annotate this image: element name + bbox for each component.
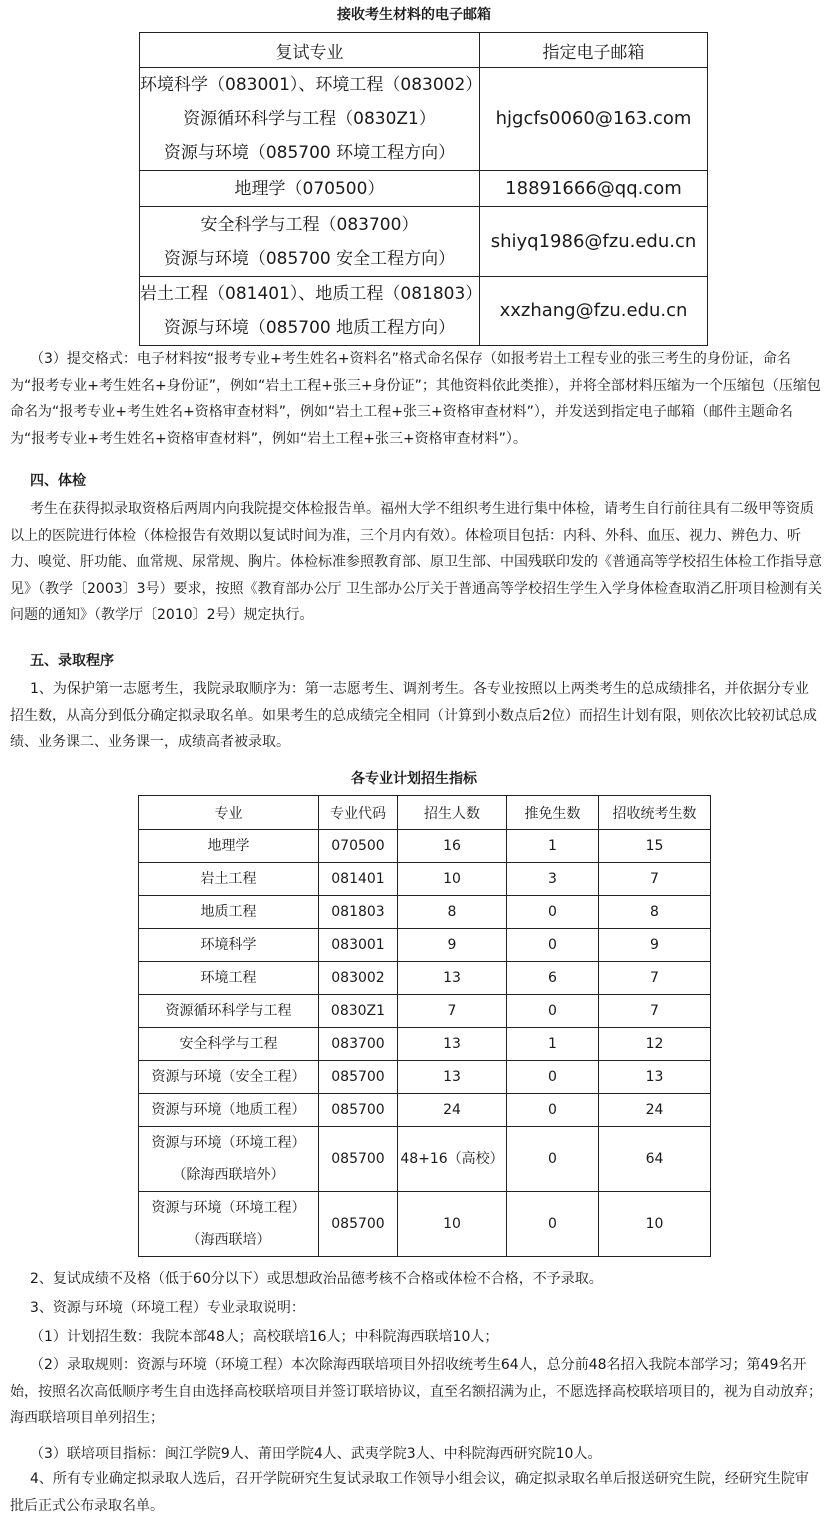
quota-major-cell: 资源与环境（环境工程） （除海西联培外） [139, 1127, 319, 1192]
submit-format-paragraph: （3）提交格式：电子材料按“报考专业+考生姓名+资料名”格式命名保存（如报考岩土工程专业的张三考生的身份证，命名为“报考专业+考生姓名+身份证”，例如“岩土工程+张三+身份证”；其他资料依此类推），并将全部材料压缩为一个压缩包（压缩包命名为“报考专业+考生姓名+资格审查材料”，例如“岩土工程+张三+资格审查材料”），并发送到指定电子邮箱（邮件主题命名为“报考专业+考生姓名+资格审查材料”，例如“岩土工程+张三+资格审查材料”）。 [10, 351, 821, 447]
email-link[interactable]: shiyq1986@fzu.edu.cn [480, 207, 708, 277]
quota-total-cell: 8 [398, 896, 507, 929]
quota-total-cell: 10 [398, 863, 507, 896]
quota-row [139, 1127, 711, 1192]
quota-tongkao-cell: 15 [599, 830, 711, 863]
quota-total-cell: 13 [398, 1028, 507, 1061]
major-cell: 地理学（070500） [140, 171, 480, 207]
major-cell: 环境科学（083001）、环境工程（083002） 资源循环科学与工程（0830Z1） 资源与环境（085700 环境工程方向） [140, 68, 480, 171]
quota-code-cell: 083700 [319, 1028, 398, 1061]
quota-row [139, 929, 711, 962]
quota-tongkao-cell: 13 [599, 1061, 711, 1094]
quota-major-cell: 资源循环科学与工程 [139, 995, 319, 1028]
email-row [140, 68, 708, 171]
quota-tuimian-cell: 0 [507, 995, 599, 1028]
quota-tuimian-cell: 0 [507, 1192, 599, 1257]
header-total: 招生人数 [398, 796, 507, 830]
quota-code-cell: 0830Z1 [319, 995, 398, 1028]
quota-tuimian-cell: 1 [507, 1028, 599, 1061]
quota-total-cell: 9 [398, 929, 507, 962]
section5-p1: 1、为保护第一志愿考生，我院录取顺序为：第一志愿考生、调剂考生。各专业按照以上两类考生的总成绩排名，并依据分专业招生数，从高分到低分确定拟录取名单。如果考生的总成绩完全相同（计算到小数点后2位）而招生计划有限，则依次比较初试总成绩、业务课二、业务课一，成绩高者被录取。 [10, 681, 817, 750]
quota-total-cell: 7 [398, 995, 507, 1028]
quota-code-cell: 081401 [319, 863, 398, 896]
header-tuimian: 推免生数 [507, 796, 599, 830]
rule-3: 3、资源与环境（环境工程）专业录取说明： [30, 1300, 305, 1316]
quota-tuimian-cell: 0 [507, 929, 599, 962]
quota-row [139, 830, 711, 863]
quota-total-cell: 13 [398, 962, 507, 995]
quota-total-cell: 24 [398, 1094, 507, 1127]
section5-heading: 五、录取程序 [30, 653, 114, 669]
quota-tongkao-cell: 10 [599, 1192, 711, 1257]
quota-major-cell: 资源与环境（安全工程） [139, 1061, 319, 1094]
quota-code-cell: 085700 [319, 1127, 398, 1192]
quota-code-cell: 083002 [319, 962, 398, 995]
quota-major-cell: 环境工程 [139, 962, 319, 995]
quota-section-title: 各专业计划招生指标 [351, 771, 477, 787]
email-link[interactable]: 18891666@qq.com [480, 171, 708, 207]
quota-code-cell: 081803 [319, 896, 398, 929]
quota-tongkao-cell: 7 [599, 995, 711, 1028]
quota-row [139, 1028, 711, 1061]
quota-tongkao-cell: 12 [599, 1028, 711, 1061]
quota-major-cell: 地理学 [139, 830, 319, 863]
quota-major-cell: 地质工程 [139, 896, 319, 929]
email-table [139, 32, 708, 346]
quota-code-cell: 085700 [319, 1061, 398, 1094]
quota-tuimian-cell: 0 [507, 1061, 599, 1094]
quota-tongkao-cell: 7 [599, 863, 711, 896]
rule-2: 2、复试成绩不及格（低于60分以下）或思想政治品德考核不合格或体检不合格，不予录取。 [30, 1271, 603, 1287]
major-cell: 安全科学与工程（083700） 资源与环境（085700 安全工程方向） [140, 207, 480, 277]
quota-total-cell: 10 [398, 1192, 507, 1257]
section4-body: 考生在获得拟录取资格后两周内向我院提交体检报告单。福州大学不组织考生进行集中体检，请考生自行前往具有二级甲等资质以上的医院进行体检（体检报告有效期以复试时间为准，三个月内有效）。体检项目包括：内科、外科、血压、视力、辨色力、听力、嗅觉、肝功能、血常规、尿常规、胸片。体检标准参照教育部、原卫生部、中国残联印发的《普通高等学校招生体检工作指导意见》（教学〔2003〕3号）要求，按照《教育部办公厅 卫生部办公厅关于普通高等学校招生学生入学身体检查取消乙肝项目检测有关问题的通知》（教学厅〔2010〕2号）规定执行。 [10, 501, 822, 623]
quota-tuimian-cell: 6 [507, 962, 599, 995]
major-cell: 岩土工程（081401）、地质工程（081803） 资源与环境（085700 地质工程方向） [140, 277, 480, 346]
header-tongkao: 招收统考生数 [599, 796, 711, 830]
rule-3-1: （1）计划招生数：我院本部48人；高校联培16人；中科院海西联培10人； [30, 1329, 499, 1345]
quota-tuimian-cell: 0 [507, 1127, 599, 1192]
quota-row [139, 1094, 711, 1127]
quota-major-cell: 资源与环境（环境工程） （海西联培） [139, 1192, 319, 1257]
quota-row [139, 1061, 711, 1094]
email-section-title: 接收考生材料的电子邮箱 [337, 7, 491, 23]
quota-code-cell: 083001 [319, 929, 398, 962]
quota-major-cell: 安全科学与工程 [139, 1028, 319, 1061]
quota-code-cell: 070500 [319, 830, 398, 863]
quota-tongkao-cell: 7 [599, 962, 711, 995]
quota-total-cell: 16 [398, 830, 507, 863]
quota-table [138, 795, 711, 1257]
quota-total-cell: 48+16（高校） [398, 1127, 507, 1192]
quota-tuimian-cell: 0 [507, 896, 599, 929]
header-code: 专业代码 [319, 796, 398, 830]
email-row [140, 207, 708, 277]
quota-row [139, 863, 711, 896]
quota-major-cell: 环境科学 [139, 929, 319, 962]
quota-tongkao-cell: 8 [599, 896, 711, 929]
quota-row [139, 1192, 711, 1257]
quota-tongkao-cell: 9 [599, 929, 711, 962]
header-major: 复试专业 [140, 33, 480, 68]
quota-tongkao-cell: 24 [599, 1094, 711, 1127]
rule-4: 4、所有专业确定拟录取人选后，召开学院研究生复试录取工作领导小组会议，确定拟录取名单后报送研究生院，经研究生院审批后正式公布录取名单。 [10, 1471, 809, 1514]
rule-3-2: （2）录取规则：资源与环境（环境工程）本次除海西联培项目外招收统考生64人，总分前48名招入我院本部学习；第49名开始，按照名次高低顺序考生自由选择高校联培项目并签订联培协议，直至名额招满为止，不愿选择高校联培项目的，视为自动放弃；海西联培项目单列招生； [10, 1357, 822, 1426]
email-row [140, 171, 708, 207]
quota-row [139, 896, 711, 929]
quota-total-cell: 13 [398, 1061, 507, 1094]
email-link[interactable]: xxzhang@fzu.edu.cn [480, 277, 708, 346]
quota-major-cell: 岩土工程 [139, 863, 319, 896]
quota-major-cell: 资源与环境（地质工程） [139, 1094, 319, 1127]
quota-tuimian-cell: 0 [507, 1094, 599, 1127]
quota-row [139, 962, 711, 995]
quota-tuimian-cell: 1 [507, 830, 599, 863]
email-link[interactable]: hjgcfs0060@163.com [480, 68, 708, 171]
quota-code-cell: 085700 [319, 1094, 398, 1127]
quota-tongkao-cell: 64 [599, 1127, 711, 1192]
header-major: 专业 [139, 796, 319, 830]
rule-3-3: （3）联培项目指标：闽江学院9人、莆田学院4人、武夷学院3人、中科院海西研究院10人。 [30, 1446, 602, 1462]
quota-tuimian-cell: 3 [507, 863, 599, 896]
header-email: 指定电子邮箱 [480, 33, 708, 68]
section4-heading: 四、体检 [30, 473, 86, 489]
email-row [140, 277, 708, 346]
quota-row [139, 995, 711, 1028]
quota-code-cell: 085700 [319, 1192, 398, 1257]
